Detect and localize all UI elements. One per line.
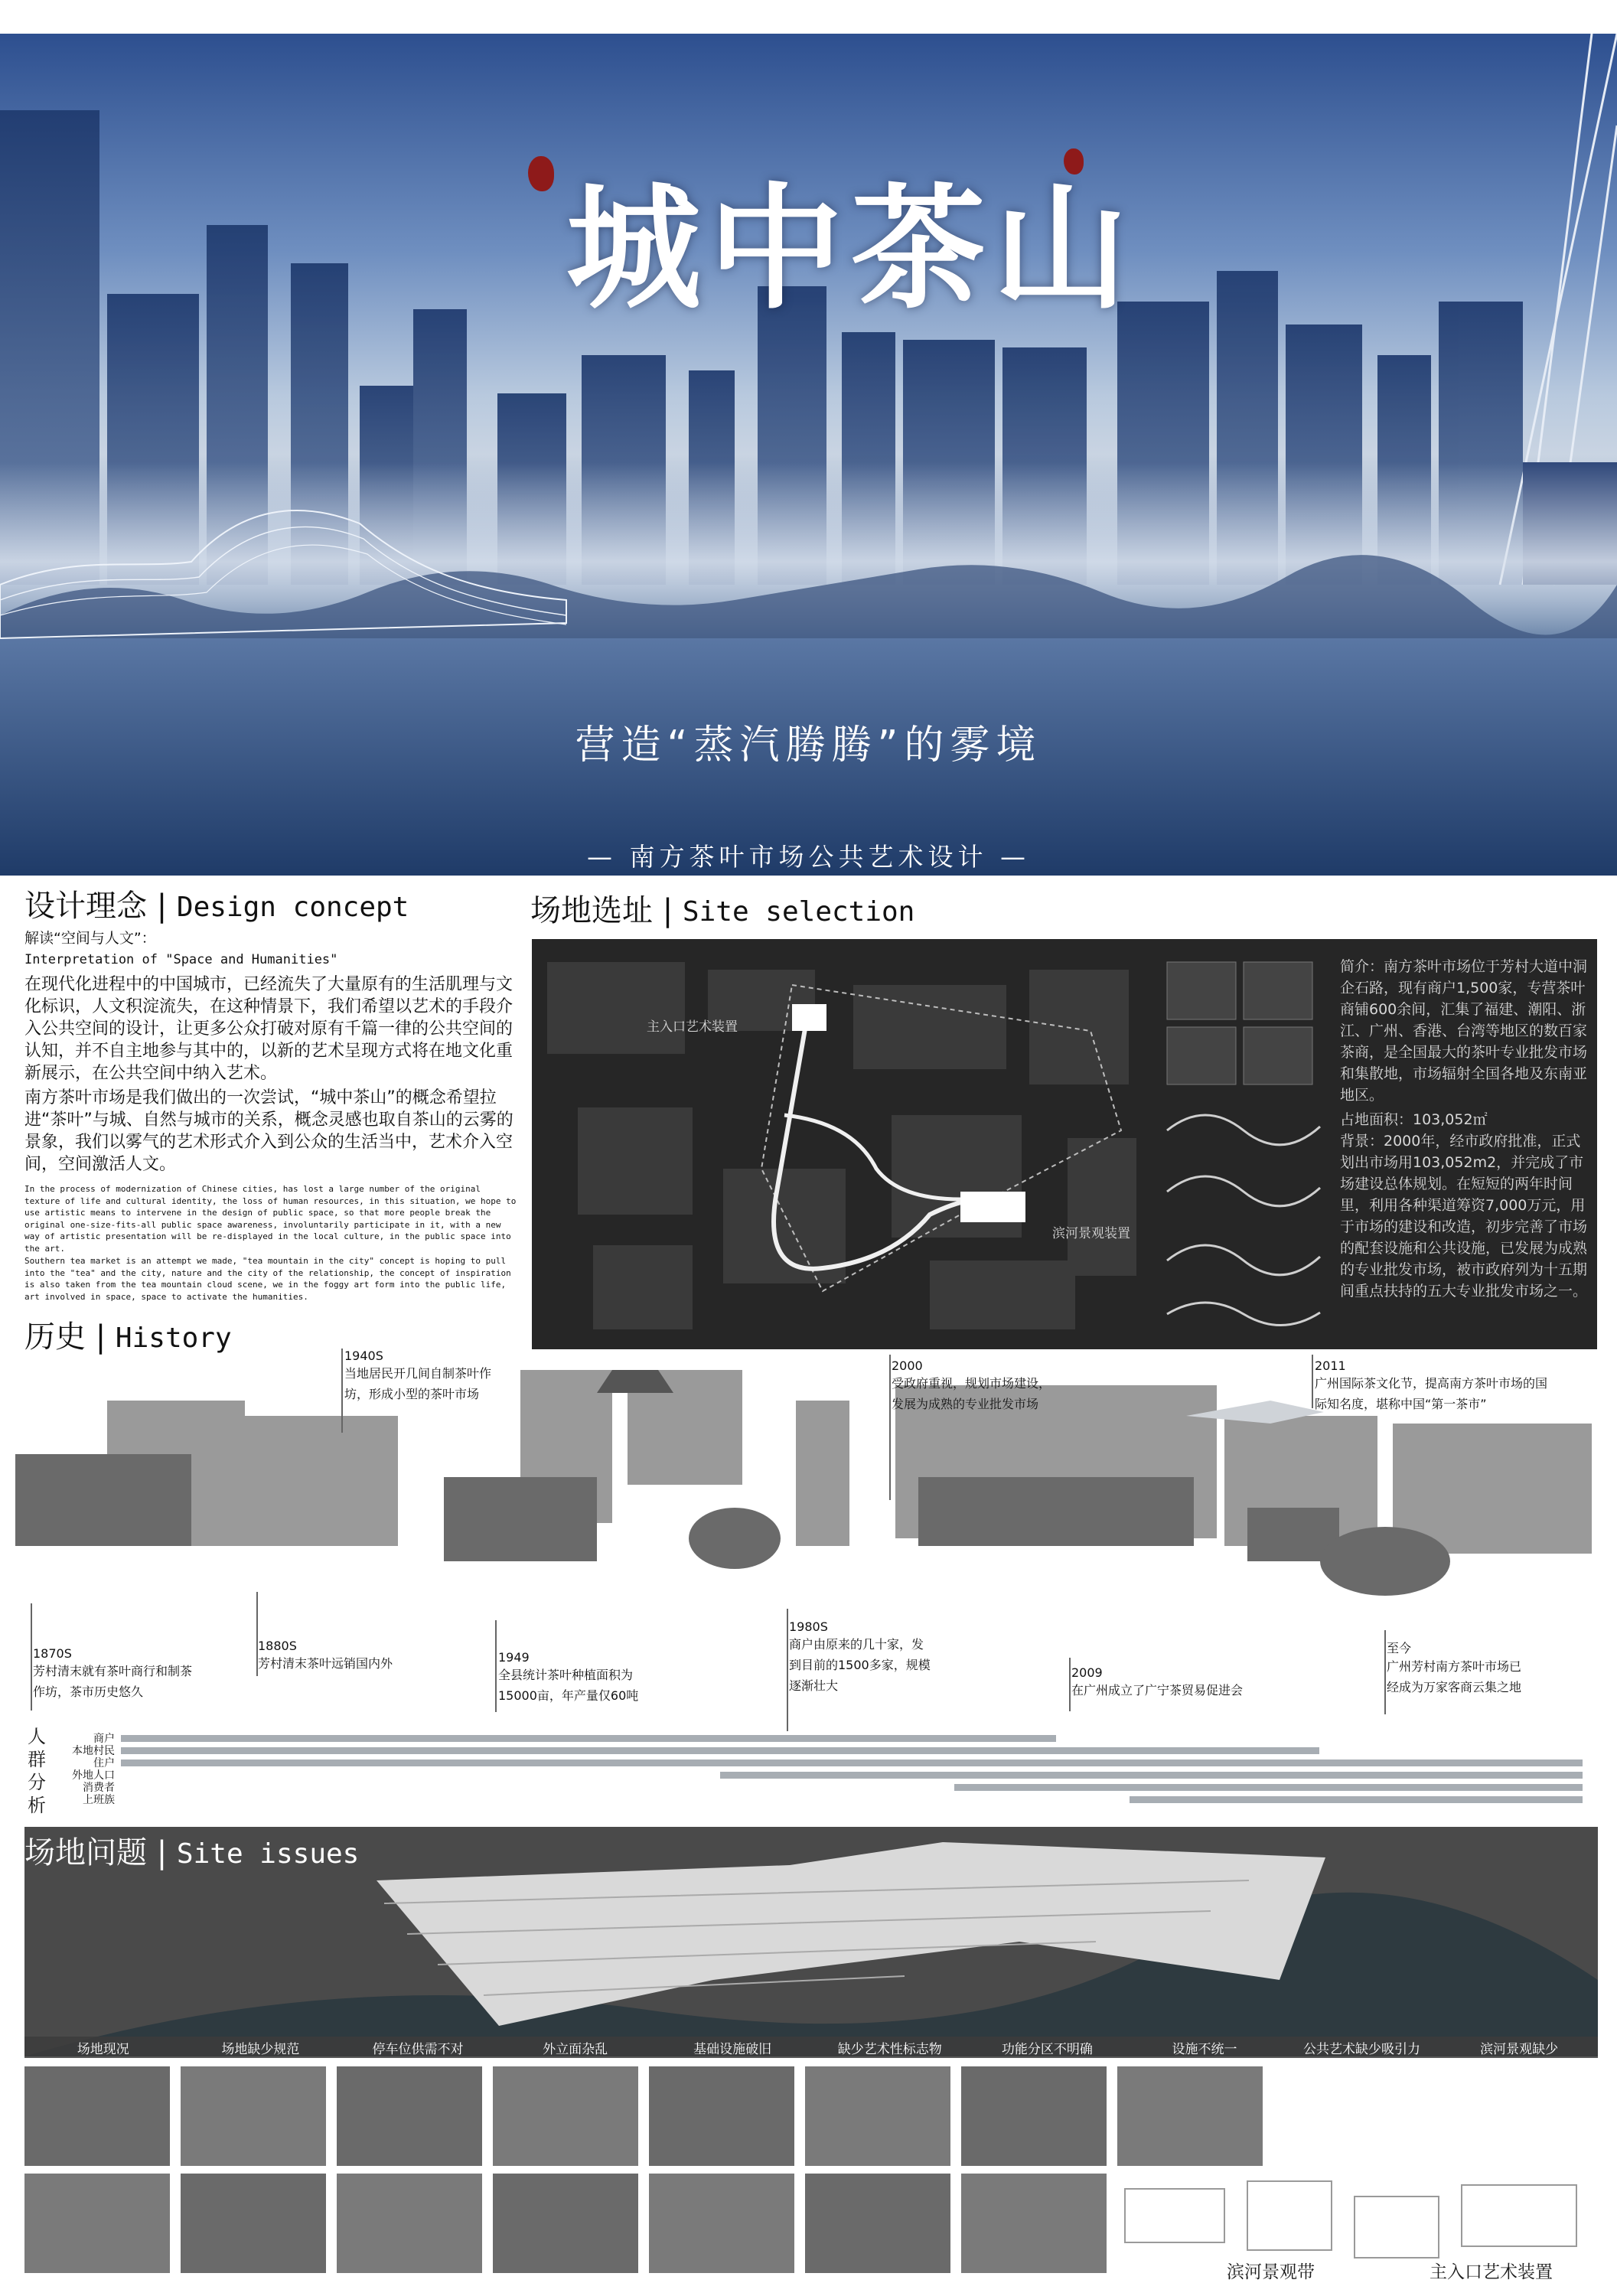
history-event-1980s [789,1619,931,1696]
issue-label: 缺少艺术性标志物 [837,2041,942,2057]
issue-photo [24,2174,170,2273]
crowd-label: 商户 [93,1733,115,1745]
site-selection-heading-cn: 场地选址 [530,893,653,928]
concept-paragraph-en-2: Southern tea market is an attempt we made, "tea mountain in the city" concept is hoping to pull into the "tea" and the city, nature and the city of the relationship, the concept of inspiration is also taken from the tea mountain cloud scene, we in the foggy art form into the public life, art involved in space, space to activate the humanities. [24,1256,511,1302]
issue-label: 滨河景观缺少 [1480,2041,1559,2057]
issue-label: 场地缺少规范 [221,2041,300,2057]
crowd-bar [1130,1796,1583,1803]
project-title-cn: — 南方茶叶市场公共艺术设计 — [587,842,1030,872]
history-event-2000 [892,1358,1051,1414]
timeline-marker-2000 [889,1355,891,1500]
event-text: 逐渐壮大 [789,1678,839,1693]
event-year: 2000 [892,1358,923,1373]
heading-divider: | [662,893,683,928]
issue-label: 场地现况 [77,2041,129,2057]
design-concept-heading [24,882,409,925]
event-text: 全县统计茶叶种植面积为 [498,1668,634,1682]
history-heading-en: History [115,1322,232,1354]
event-year: 2011 [1315,1358,1346,1373]
issue-label: 基础设施破旧 [693,2041,772,2057]
site-selection-heading [530,886,914,930]
plan-label-entrance: 主入口艺术装置 [1430,2262,1553,2282]
event-year: 1980S [789,1619,828,1634]
event-text: 经成为万家客商云集之地 [1387,1680,1522,1694]
event-text: 到目前的1500多家，规模 [789,1658,931,1672]
site-issues-heading [24,1828,359,1872]
design-concept-heading-cn: 设计理念 [24,889,147,924]
hero-banner [0,34,1617,894]
map-label-entrance: 主入口艺术装置 [647,1019,738,1035]
history-event-2009 [1071,1665,1243,1701]
timeline-marker-1949 [495,1620,497,1712]
issue-photo [493,2066,638,2166]
site-area: 占地面积：103,052㎡ [1340,1111,1488,1128]
event-text: 坊，形成小型的茶叶市场 [344,1387,480,1401]
event-year: 1940S [344,1349,383,1363]
event-year: 至今 [1387,1641,1412,1655]
issue-photo [24,2066,170,2166]
site-background: 背景：2000年，经市政府批准，正式划出市场用103,052m2，并完成了市场建设总体规划。在短短的两年时间里，利用各种渠道筹资7,000万元，用于市场的建设和改造，初步完善了市场的配套设施和公共设施，已发展为成熟的专业批发市场，被市政府列为十五期间重点扶持的五大专业批发市场之一。 [1340,1133,1588,1300]
issue-photo [649,2066,794,2166]
map-label-river: 滨河景观装置 [1052,1226,1130,1241]
timeline-marker-1980s [787,1609,788,1731]
hero-title: 城中茶山 [566,169,1136,328]
site-aerial-map [532,939,1597,1349]
history-heading-cn: 历史 [24,1319,86,1355]
issue-photo [961,2174,1107,2273]
heading-divider: | [156,1835,177,1870]
event-year: 1870S [33,1646,72,1661]
history-event-1949 [498,1650,638,1706]
timeline-marker-1940s [341,1349,343,1433]
concept-subtitle-en: Interpretation of "Space and Humanities" [24,952,338,967]
event-text: 作坊，茶市历史悠久 [33,1684,144,1699]
timeline-marker-present [1384,1630,1386,1714]
issue-photo [961,2066,1107,2166]
concept-paragraph-en-1: In the process of modernization of Chinese cities, has lost a large number of the original texture of life and cultural identity, the loss of human resources, in this situation, we hope to use artistic means to intervene in the design of public space, so that more people break the original one-size-fits-all public space awareness, involuntarily participate in it, with a new way of artistic presentation will be re-displayed in the local culture, in the public space into the art. [24,1184,517,1254]
event-year: 2009 [1071,1665,1103,1680]
concept-subtitle-cn: 解读“空间与人文”： [24,930,156,947]
crowd-labels [46,1733,115,1806]
concept-paragraph-2: 南方茶叶市场是我们做出的一次尝试，“城中茶山”的概念希望拉进“茶叶”与城、自然与城市的关系，概念灵感也取自茶山的云雾的景象，我们以雾气的艺术形式介入到公众的生活当中，艺术介入空间，空间激活人文。 [24,1088,513,1174]
issue-photo [181,2174,326,2273]
issue-label-strip [24,2037,1598,2058]
crowd-label: 外地人口 [72,1769,115,1782]
history-event-1940s [344,1349,491,1404]
crowd-bar [720,1772,1583,1779]
history-event-1880s [258,1639,393,1674]
crowd-bar [121,1747,1319,1754]
issue-photo [493,2174,638,2273]
history-event-1870s [33,1646,192,1702]
history-event-present [1387,1639,1521,1698]
issue-photo [337,2174,482,2273]
red-seal-mark-left [528,156,554,191]
crowd-bar [121,1760,1583,1766]
event-text: 在广州成立了广宁茶贸易促进会 [1071,1683,1244,1698]
event-text: 受政府重视，规划市场建设， [892,1376,1051,1391]
event-text: 当地居民开几间自制茶叶作 [344,1366,492,1381]
hero-subtitle: 营造“蒸汽腾腾”的雾境 [575,722,1042,768]
heading-divider: | [95,1319,116,1355]
history-event-2011 [1315,1358,1547,1414]
issue-label: 设施不统一 [1172,2041,1237,2057]
event-year: 1880S [258,1639,297,1653]
crowd-label: 消费者 [83,1782,115,1794]
issue-photo [805,2174,950,2273]
site-issues-aerial [24,1827,1598,2056]
crowd-analysis-heading: 人群分析 [28,1726,46,1816]
site-selection-heading-en: Site selection [682,896,915,928]
heading-divider: | [156,889,177,924]
issue-photo [649,2174,794,2273]
issue-photo [337,2066,482,2166]
event-text: 广州国际茶文化节，提高南方茶叶市场的国 [1315,1376,1548,1391]
crowd-label: 上班族 [83,1794,115,1806]
event-text: 15000亩，年产量仅60吨 [498,1688,639,1703]
concept-paragraph-1: 在现代化进程中的中国城市，已经流失了大量原有的生活肌理与文化标识，人文积淀流失，在这种情景下，我们希望以艺术的手段介入公共空间的设计，让更多公众打破对原有千篇一律的公共空间的认知，并不自主地参与其中的，以新的艺术呈现方式将在地文化重新展示，在公共空间中纳入艺术。 [24,975,513,1083]
event-year: 1949 [498,1650,530,1665]
event-text: 发展为成熟的专业批发市场 [892,1397,1039,1411]
event-text: 商户由原来的几十家，发 [789,1637,924,1652]
site-issues-heading-cn: 场地问题 [24,1835,147,1870]
event-text: 际知名度，堪称中国“第一茶市” [1315,1397,1487,1411]
event-text: 广州芳村南方茶叶市场已 [1387,1659,1522,1674]
issue-photo [181,2066,326,2166]
issue-photo [1117,2066,1263,2166]
site-intro: 简介：南方茶叶市场位于芳村大道中洞企石路，现有商户1,500家，专营茶叶商铺600余间，汇集了福建、潮阳、浙江、广州、香港、台湾等地区的数百家茶商，是全国最大的茶叶专业批发市场和集散地，市场辐射全国各地及东南亚地区。 [1340,958,1588,1104]
issue-label: 功能分区不明确 [1001,2041,1093,2057]
crowd-label: 住户 [93,1757,115,1769]
site-issues-heading-en: Site issues [176,1838,360,1870]
history-heading [24,1313,232,1356]
plan-label-river: 滨河景观带 [1227,2262,1315,2282]
crowd-bar [954,1784,1583,1791]
crowd-label: 本地村民 [72,1745,115,1757]
crowd-bar [121,1735,1056,1742]
timeline-marker-1870s [31,1603,32,1711]
issue-label: 公共艺术缺少吸引力 [1303,2041,1421,2057]
issue-photo [805,2066,950,2166]
issue-label: 停车位供需不对 [372,2041,464,2057]
issue-label: 外立面杂乱 [543,2041,608,2057]
timeline-marker-2009 [1069,1658,1071,1711]
crowd-bar-area [121,1735,1583,1812]
entrance-install-marker [792,1004,826,1031]
project-title-en: Public art design of Chashan Southern Tea Market in the city [491,874,1126,894]
timeline-marker-2011 [1312,1355,1313,1408]
event-text: 芳村清末就有茶叶商行和制茶 [33,1664,193,1678]
design-concept-heading-en: Design concept [176,892,409,923]
riverfront-install-marker [960,1192,1025,1222]
event-text: 芳村清末茶叶远销国内外 [258,1656,393,1671]
